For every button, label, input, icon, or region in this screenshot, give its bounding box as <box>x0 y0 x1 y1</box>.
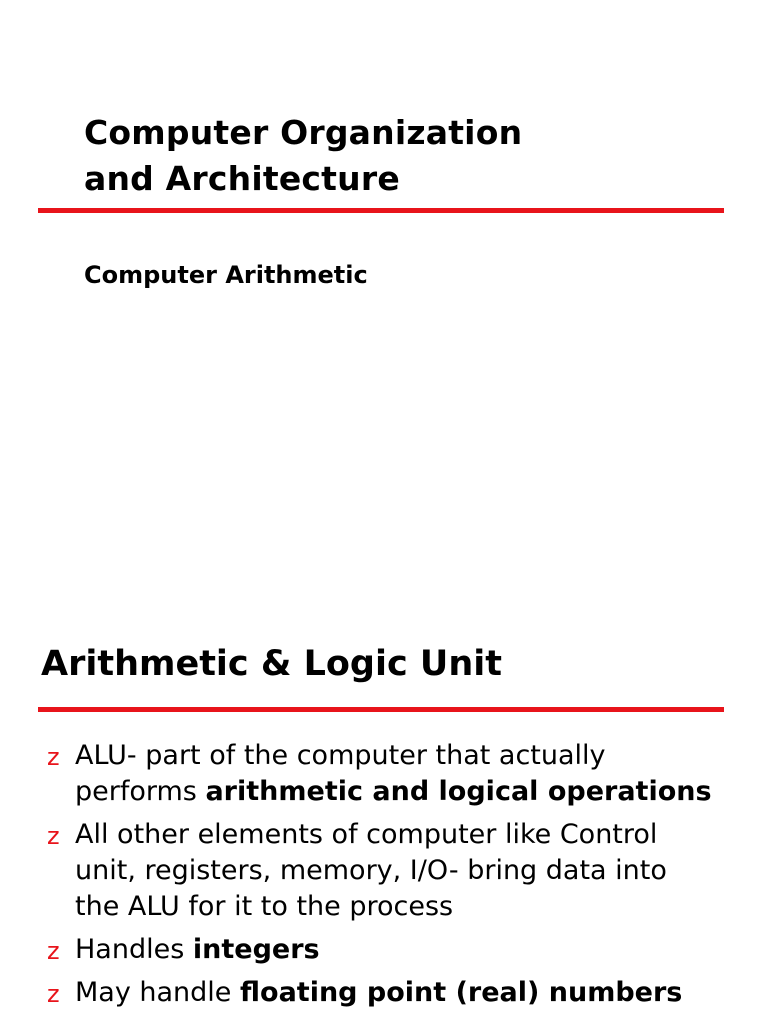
slide-alu <box>0 600 768 1024</box>
bullet-marker: z <box>47 822 60 850</box>
bullet-marker: z <box>47 937 60 965</box>
bullet-emphasis: arithmetic and logical operations <box>205 776 712 807</box>
slide-title-heading <box>84 110 522 202</box>
bullet-text: ALU- part of the computer that actually performs <box>75 740 606 807</box>
bullet-item <box>0 738 715 810</box>
bullet-marker: z <box>47 980 60 1008</box>
title-line-1: Computer Organization <box>84 113 523 152</box>
bullet-item <box>0 817 715 925</box>
bullet-emphasis: floating point (real) numbers <box>240 977 683 1008</box>
alu-title-divider <box>38 707 724 712</box>
bullet-marker: z <box>47 743 60 771</box>
bullet-emphasis: integers <box>192 934 320 965</box>
title-divider <box>38 208 724 213</box>
bullet-list <box>0 738 715 1018</box>
bullet-text: May handle <box>75 977 241 1008</box>
title-line-2: and Architecture <box>84 159 400 198</box>
bullet-item <box>0 932 715 968</box>
bullet-text: All other elements of computer like Control unit, registers, memory, I/O- bring data into the ALU for it to the process <box>75 819 667 922</box>
bullet-text: Handles <box>75 934 193 965</box>
slide-subtitle: Computer Arithmetic <box>84 261 368 289</box>
bullet-item <box>0 975 715 1011</box>
alu-slide-title: Arithmetic & Logic Unit <box>41 644 502 684</box>
